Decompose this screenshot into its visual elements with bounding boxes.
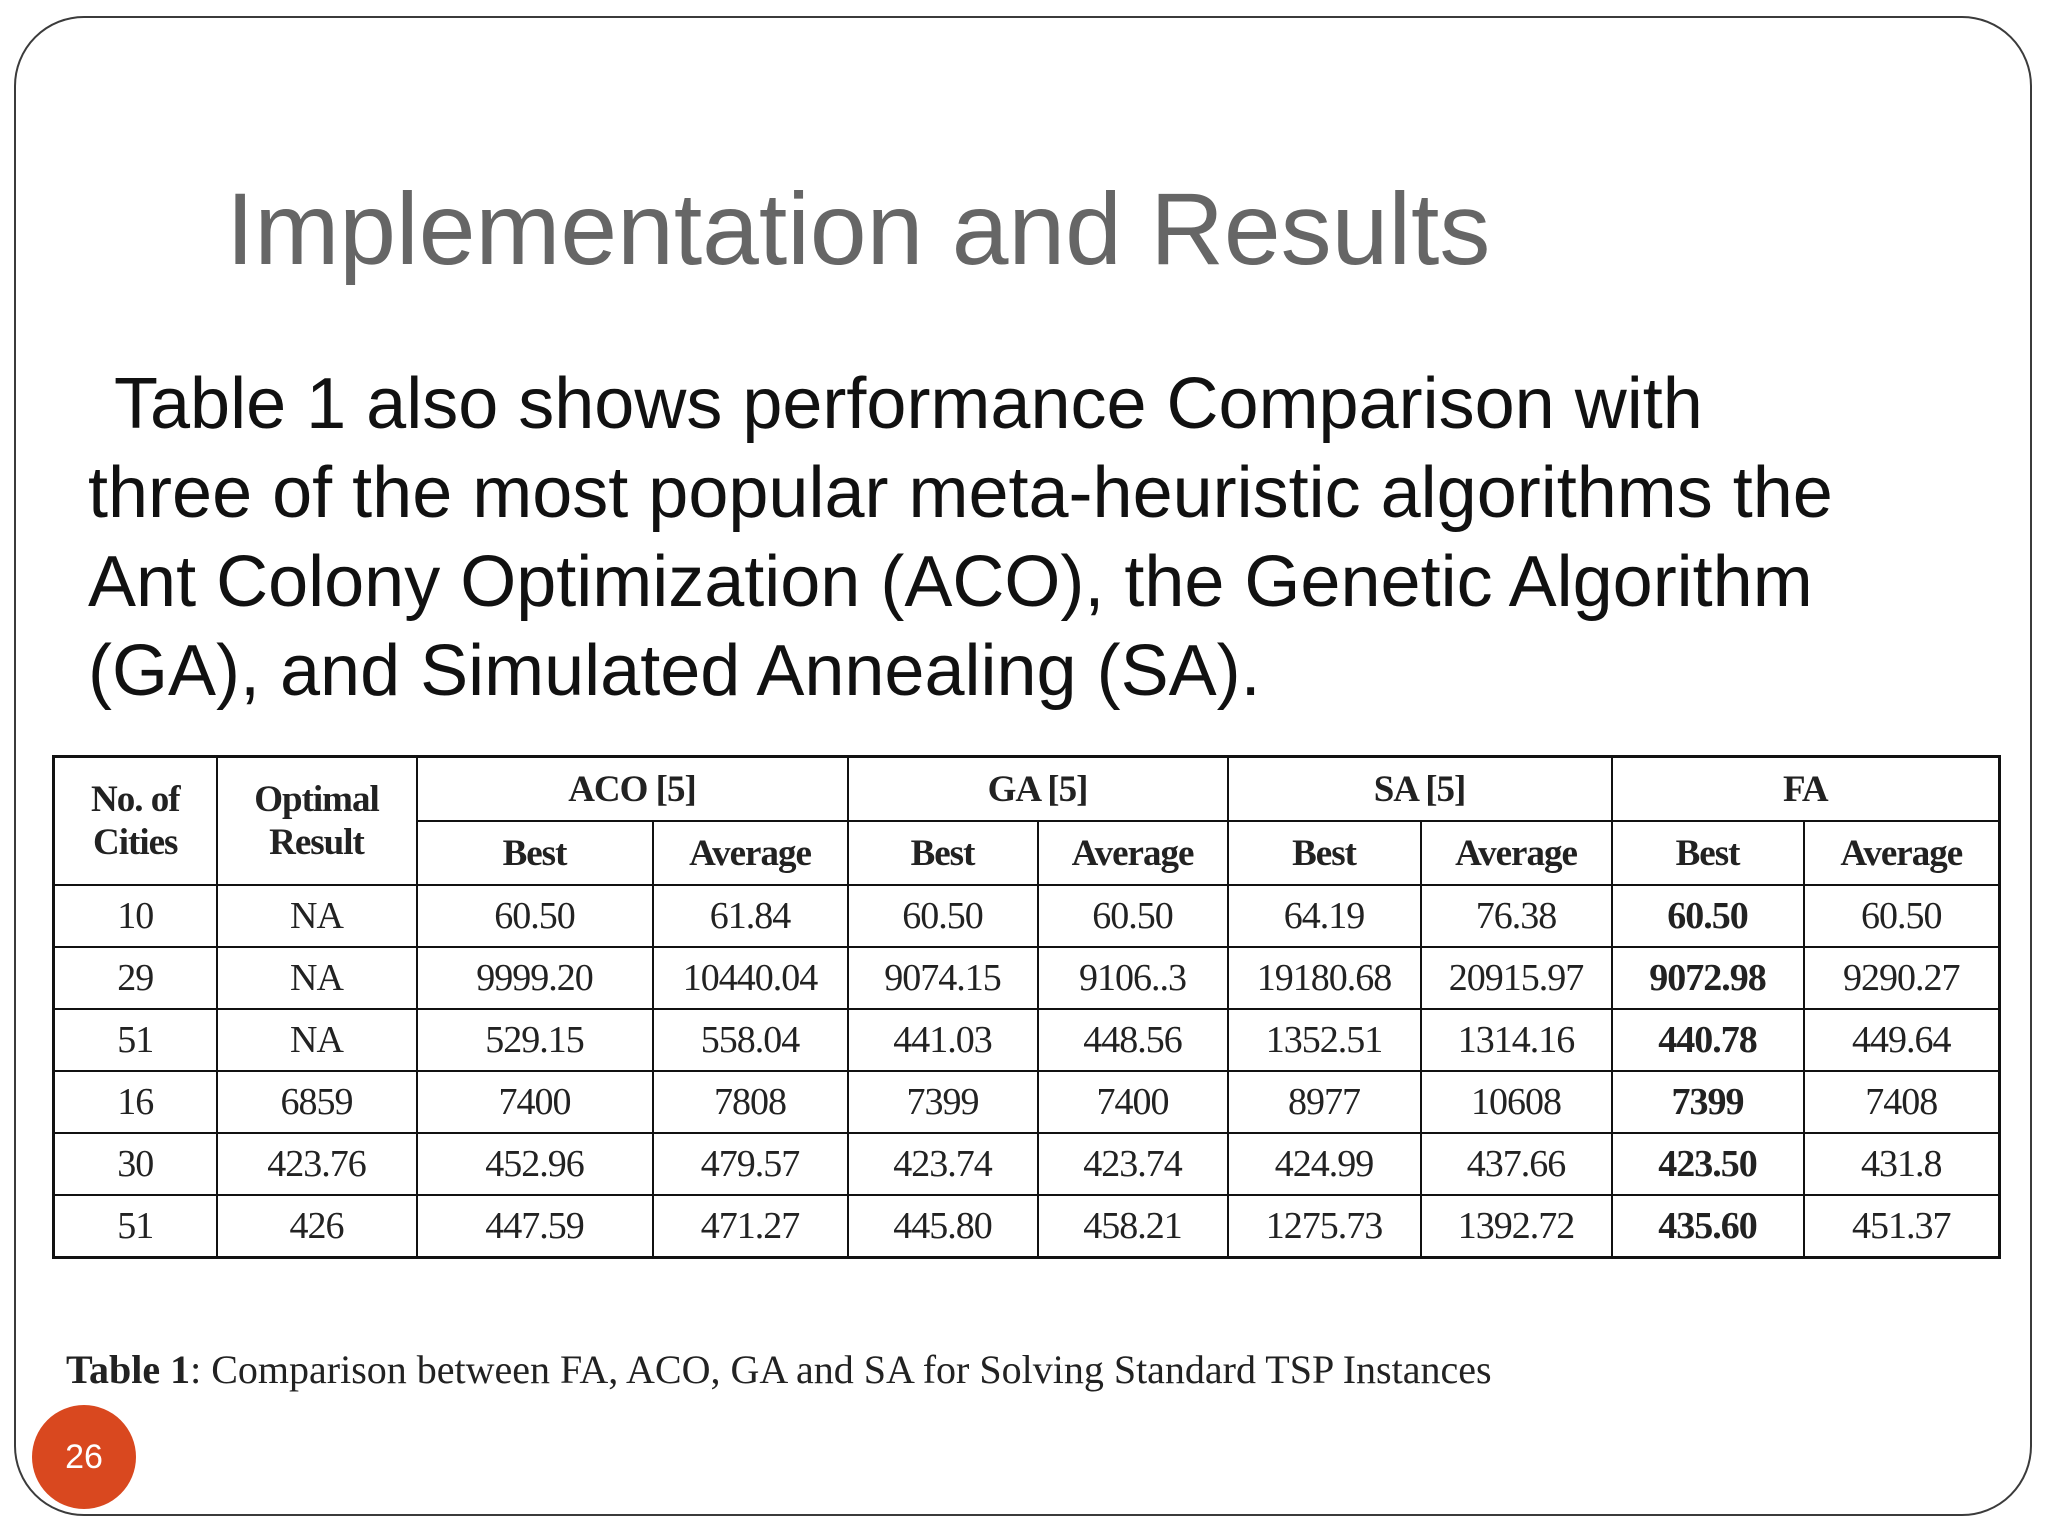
table-row xyxy=(54,1133,2000,1195)
table-cell: 9072.98 xyxy=(1612,947,1804,1009)
table-cell: 9290.27 xyxy=(1804,947,2000,1009)
page-number-badge: 26 xyxy=(32,1405,136,1509)
table-cell: 20915.97 xyxy=(1421,947,1612,1009)
header-average: Average xyxy=(653,821,848,885)
table-cell: 423.74 xyxy=(848,1133,1038,1195)
table-cell: 423.50 xyxy=(1612,1133,1804,1195)
table-cell: 9074.15 xyxy=(848,947,1038,1009)
header-average: Average xyxy=(1421,821,1612,885)
header-aco: ACO [5] xyxy=(417,757,848,822)
body-line: Ant Colony Optimization (ACO), the Genetic Algorithm xyxy=(88,542,1813,622)
table-cell: 19180.68 xyxy=(1228,947,1421,1009)
table-cell: 431.8 xyxy=(1804,1133,2000,1195)
header-fa: FA xyxy=(1612,757,2000,822)
table-cell: 61.84 xyxy=(653,885,848,947)
table-cell: NA xyxy=(217,1009,417,1071)
header-average: Average xyxy=(1804,821,2000,885)
table-cell: 7399 xyxy=(848,1071,1038,1133)
body-line: Table 1 also shows performance Comparison with xyxy=(114,364,1703,444)
table-row xyxy=(54,1195,2000,1258)
table-cell: 451.37 xyxy=(1804,1195,2000,1258)
caption-text: : Comparison between FA, ACO, GA and SA for Solving Standard TSP Instances xyxy=(190,1347,1492,1392)
table-cell: 447.59 xyxy=(417,1195,653,1258)
table-cell: 440.78 xyxy=(1612,1009,1804,1071)
table-row xyxy=(54,1071,2000,1133)
table-cell: 7400 xyxy=(417,1071,653,1133)
table-cell: 10608 xyxy=(1421,1071,1612,1133)
table-cell: 51 xyxy=(54,1009,217,1071)
body-paragraph xyxy=(88,360,1988,716)
table-row xyxy=(54,1009,2000,1071)
table-cell: 64.19 xyxy=(1228,885,1421,947)
table-cell: 449.64 xyxy=(1804,1009,2000,1071)
table-cell: 479.57 xyxy=(653,1133,848,1195)
table-cell: 7399 xyxy=(1612,1071,1804,1133)
table-cell: 529.15 xyxy=(417,1009,653,1071)
table-header-row xyxy=(54,757,2000,822)
header-average: Average xyxy=(1038,821,1228,885)
table-cell: 437.66 xyxy=(1421,1133,1612,1195)
table-cell: 1392.72 xyxy=(1421,1195,1612,1258)
table-cell: 10440.04 xyxy=(653,947,848,1009)
table-cell: 435.60 xyxy=(1612,1195,1804,1258)
table-cell: 7408 xyxy=(1804,1071,2000,1133)
table-cell: 29 xyxy=(54,947,217,1009)
comparison-table xyxy=(52,755,2001,1259)
table-cell: 30 xyxy=(54,1133,217,1195)
table-cell: 448.56 xyxy=(1038,1009,1228,1071)
body-line: (GA), and Simulated Annealing (SA). xyxy=(88,631,1261,711)
table-cell: 9999.20 xyxy=(417,947,653,1009)
table-cell: 452.96 xyxy=(417,1133,653,1195)
header-sa: SA [5] xyxy=(1228,757,1612,822)
header-optimal: Optimal Result xyxy=(217,757,417,886)
slide-title: Implementation and Results xyxy=(226,172,1491,286)
header-ga: GA [5] xyxy=(848,757,1228,822)
table-cell: 60.50 xyxy=(1038,885,1228,947)
table-cell: 76.38 xyxy=(1421,885,1612,947)
table-cell: 424.99 xyxy=(1228,1133,1421,1195)
table-cell: 445.80 xyxy=(848,1195,1038,1258)
table-cell: 426 xyxy=(217,1195,417,1258)
table-cell: 471.27 xyxy=(653,1195,848,1258)
header-best: Best xyxy=(417,821,653,885)
table-caption xyxy=(66,1346,1492,1393)
table-cell: 1352.51 xyxy=(1228,1009,1421,1071)
table-cell: 8977 xyxy=(1228,1071,1421,1133)
table-cell: NA xyxy=(217,947,417,1009)
body-line: three of the most popular meta-heuristic algorithms the xyxy=(88,453,1833,533)
header-cities: No. of Cities xyxy=(54,757,217,886)
table-cell: 7808 xyxy=(653,1071,848,1133)
table-cell: 60.50 xyxy=(417,885,653,947)
table-cell: 9106..3 xyxy=(1038,947,1228,1009)
table-cell: 51 xyxy=(54,1195,217,1258)
header-best: Best xyxy=(1612,821,1804,885)
table-row xyxy=(54,885,2000,947)
table-cell: 1275.73 xyxy=(1228,1195,1421,1258)
table-cell: 458.21 xyxy=(1038,1195,1228,1258)
table-cell: 6859 xyxy=(217,1071,417,1133)
table-cell: 558.04 xyxy=(653,1009,848,1071)
table-row xyxy=(54,947,2000,1009)
table-cell: 441.03 xyxy=(848,1009,1038,1071)
table-cell: 10 xyxy=(54,885,217,947)
table-cell: 16 xyxy=(54,1071,217,1133)
caption-label: Table 1 xyxy=(66,1347,191,1392)
table-cell: 423.76 xyxy=(217,1133,417,1195)
table-cell: NA xyxy=(217,885,417,947)
table-cell: 60.50 xyxy=(848,885,1038,947)
table-cell: 423.74 xyxy=(1038,1133,1228,1195)
table-cell: 60.50 xyxy=(1612,885,1804,947)
table-cell: 60.50 xyxy=(1804,885,2000,947)
table-body xyxy=(54,885,2000,1258)
header-best: Best xyxy=(848,821,1038,885)
table-cell: 1314.16 xyxy=(1421,1009,1612,1071)
header-best: Best xyxy=(1228,821,1421,885)
table-cell: 7400 xyxy=(1038,1071,1228,1133)
